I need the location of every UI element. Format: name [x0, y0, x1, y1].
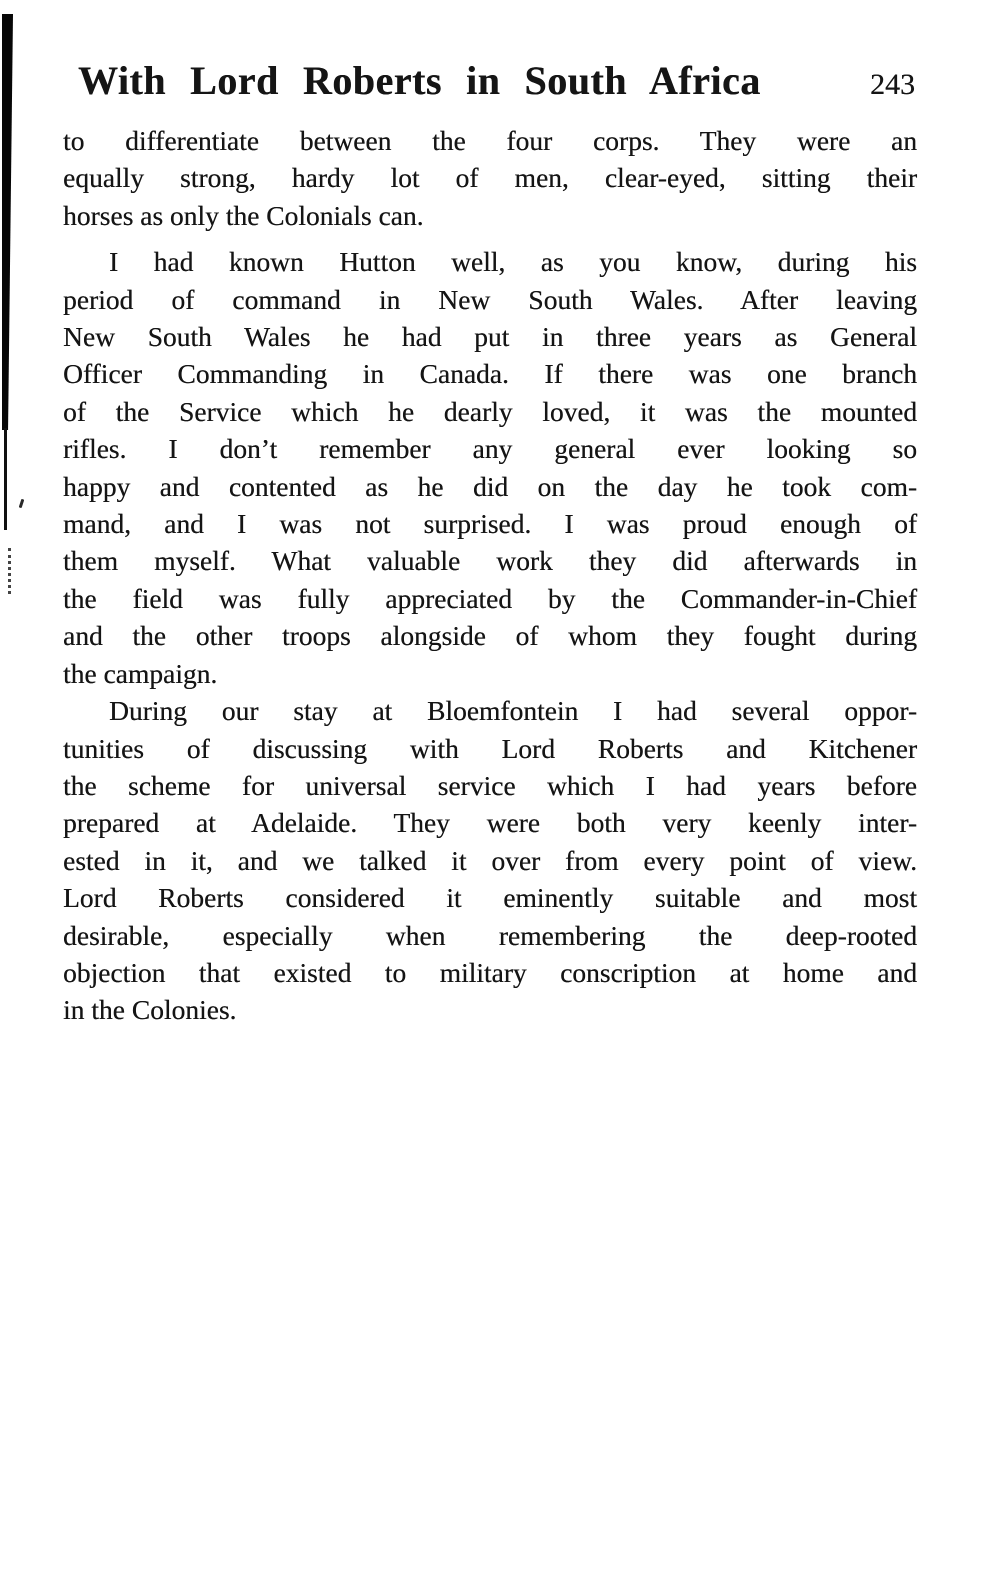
binding-shadow-dots	[8, 548, 11, 594]
binding-shadow-tail	[4, 428, 7, 530]
text-line: Lord Roberts considered it eminently suitable and most	[63, 882, 917, 914]
text-line: During our stay at Bloemfontein I had several oppor-	[109, 695, 917, 727]
text-line: the scheme for universal service which I had years before	[63, 769, 917, 801]
text-line: I had known Hutton well, as you know, during his	[109, 246, 917, 278]
text-line: equally strong, hardy lot of men, clear-eyed, sitting their	[63, 162, 917, 194]
text-line: the campaign.	[63, 657, 218, 689]
paragraph	[63, 692, 917, 1029]
text-line: objection that existed to military conscription at home and	[63, 956, 917, 988]
text-column	[63, 122, 917, 1029]
scan-speck	[19, 499, 25, 508]
text-line: mand, and I was not surprised. I was proud enough of	[63, 508, 917, 540]
text-line: Officer Commanding in Canada. If there was one branch	[63, 358, 917, 390]
text-line: of the Service which he dearly loved, it was the mounted	[63, 395, 917, 427]
text-line: the field was fully appreciated by the Commander-in-Chief	[63, 582, 917, 614]
text-line: tunities of discussing with Lord Roberts and Kitchener	[63, 732, 917, 764]
page-header	[78, 57, 915, 104]
text-line: them myself. What valuable work they did afterwards in	[63, 545, 917, 577]
text-line: period of command in New South Wales. After leaving	[63, 283, 917, 315]
paragraph	[63, 122, 917, 234]
running-title: With Lord Roberts in South Africa	[78, 58, 761, 103]
text-line: happy and contented as he did on the day he took com-	[63, 470, 917, 502]
text-line: rifles. I don’t remember any general ever looking so	[63, 433, 917, 465]
text-line: New South Wales he had put in three years as General	[63, 321, 917, 353]
text-line: desirable, especially when remembering the deep-rooted	[63, 919, 917, 951]
text-line: in the Colonies.	[63, 994, 237, 1026]
page-number: 243	[870, 68, 915, 101]
text-line: to differentiate between the four corps. They were an	[63, 125, 917, 156]
text-line: and the other troops alongside of whom they fought during	[63, 620, 917, 652]
text-line: horses as only the Colonials can.	[63, 199, 424, 231]
text-line: prepared at Adelaide. They were both very keenly inter-	[63, 807, 917, 839]
text-line: ested in it, and we talked it over from every point of view.	[63, 844, 917, 876]
paragraph	[63, 243, 917, 692]
binding-shadow-bar	[2, 14, 13, 430]
